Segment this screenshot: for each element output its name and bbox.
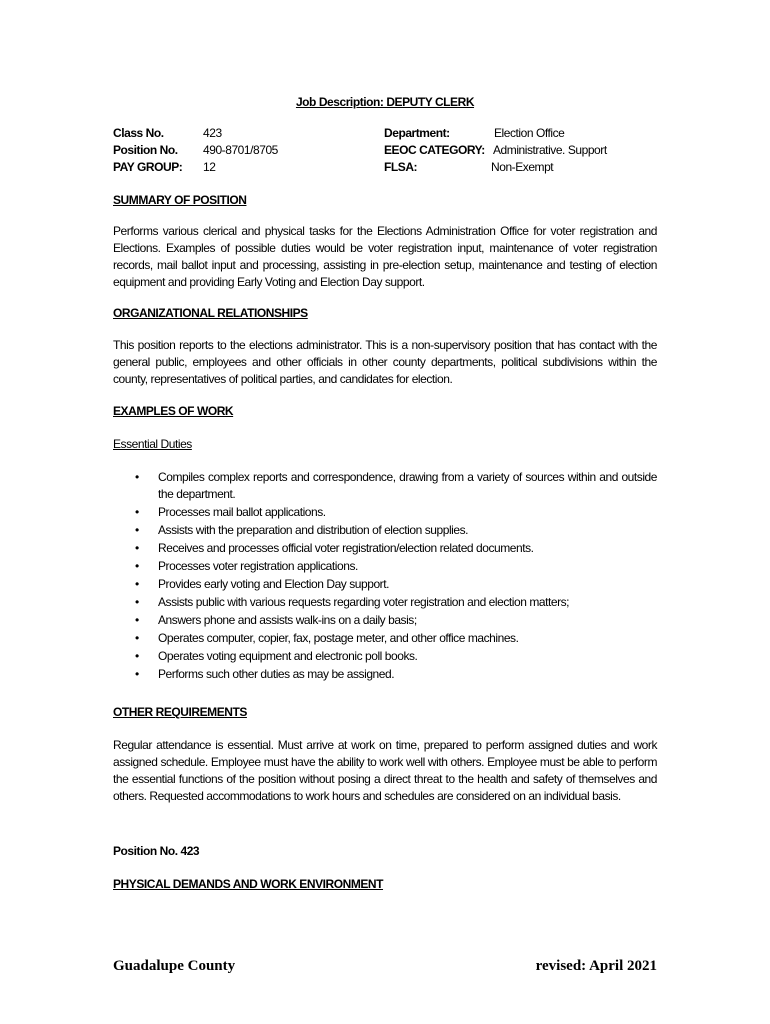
bullet-icon: • [135,559,139,573]
duty-text: Operates computer, copier, fax, postage meter, and other office machines. [158,631,519,645]
meta-row-1 [113,125,673,142]
duty-list-item [113,612,657,629]
page-footer [113,958,657,980]
department-label: Department: [384,126,450,140]
duty-text: Compiles complex reports and correspondence, drawing from a variety of sources within and outside the department. [158,470,657,501]
bullet-icon: • [135,649,139,663]
duty-list-item [113,594,657,611]
eeoc-category-value: Administrative. Support [493,143,607,157]
meta-row-2 [113,142,673,159]
department-value: Election Office [494,126,565,140]
summary-heading: SUMMARY OF POSITION [113,193,247,207]
position-no-line: Position No. 423 [113,844,200,858]
examples-heading: EXAMPLES OF WORK [113,404,234,418]
duty-list-item [113,540,657,557]
flsa-value: Non-Exempt [491,160,554,174]
duty-list-item [113,469,657,503]
duty-text: Operates voting equipment and electronic poll books. [158,649,418,663]
duty-text: Provides early voting and Election Day support. [158,577,389,591]
page-title: Job Description: DEPUTY CLERK [295,95,475,109]
bullet-icon: • [135,595,139,609]
duty-list-item [113,522,657,539]
duty-list-item [113,648,657,665]
job-meta-block [113,125,673,179]
duty-text: Assists with the preparation and distribution of election supplies. [158,523,469,537]
pay-group-label: PAY GROUP: [113,160,183,174]
bullet-icon: • [135,470,139,484]
org-relationships-heading: ORGANIZATIONAL RELATIONSHIPS [113,306,308,320]
other-requirements-text: Regular attendance is essential. Must arrive at work on time, prepared to perform assigned duties and work assigned schedule. Employee must have the ability to work well with others. Employee must be able to perform the essential functions of the position without posing a direct threat to the health and safety of themselves and others. Requested accommodations to work hours and schedules are considered on an individual basis. [113,738,657,803]
footer-revised-date: revised: April 2021 [535,958,657,974]
footer-county: Guadalupe County [113,958,236,974]
bullet-icon: • [135,613,139,627]
duty-list-item [113,504,657,521]
meta-row-3 [113,159,673,176]
duty-list-item [113,630,657,647]
duty-list-item [113,576,657,593]
bullet-icon: • [135,667,139,681]
bullet-icon: • [135,523,139,537]
duty-text: Processes voter registration applications. [158,559,358,573]
bullet-icon: • [135,541,139,555]
position-no-label: Position No. [113,143,178,157]
duty-list-item [113,558,657,575]
duty-list-item [113,666,657,683]
duty-text: Answers phone and assists walk-ins on a daily basis; [158,613,417,627]
pay-group-value: 12 [203,160,216,174]
duty-text: Receives and processes official voter registration/election related documents. [158,541,534,555]
duties-list [113,469,657,684]
bullet-icon: • [135,631,139,645]
duty-text: Performs such other duties as may be assigned. [158,667,395,681]
other-requirements-heading: OTHER REQUIREMENTS [113,705,247,719]
physical-demands-heading: PHYSICAL DEMANDS AND WORK ENVIRONMENT [113,877,384,891]
duty-text: Assists public with various requests regarding voter registration and election matters; [158,595,570,609]
eeoc-category-label: EEOC CATEGORY: [384,143,485,157]
org-relationships-text: This position reports to the elections administrator. This is a non-supervisory position that has contact with the general public, employees and other officials in other county departments, political subdivisions within the county, representatives of political parties, and candidates for election. [113,338,657,386]
essential-duties-subheading: Essential Duties [113,437,192,451]
duty-text: Processes mail ballot applications. [158,505,326,519]
class-no-value: 423 [203,126,222,140]
bullet-icon: • [135,577,139,591]
position-no-value: 490-8701/8705 [203,143,278,157]
summary-text: Performs various clerical and physical tasks for the Elections Administration Office for voter registration and Elections. Examples of possible duties would be voter registration input, maintenance of voter registration records, mail ballot input and processing, assisting in pre-election setup, maintenance and testing of election equipment and providing Early Voting and Election Day support. [113,224,657,289]
flsa-label: FLSA: [384,160,418,174]
bullet-icon: • [135,505,139,519]
class-no-label: Class No. [113,126,164,140]
